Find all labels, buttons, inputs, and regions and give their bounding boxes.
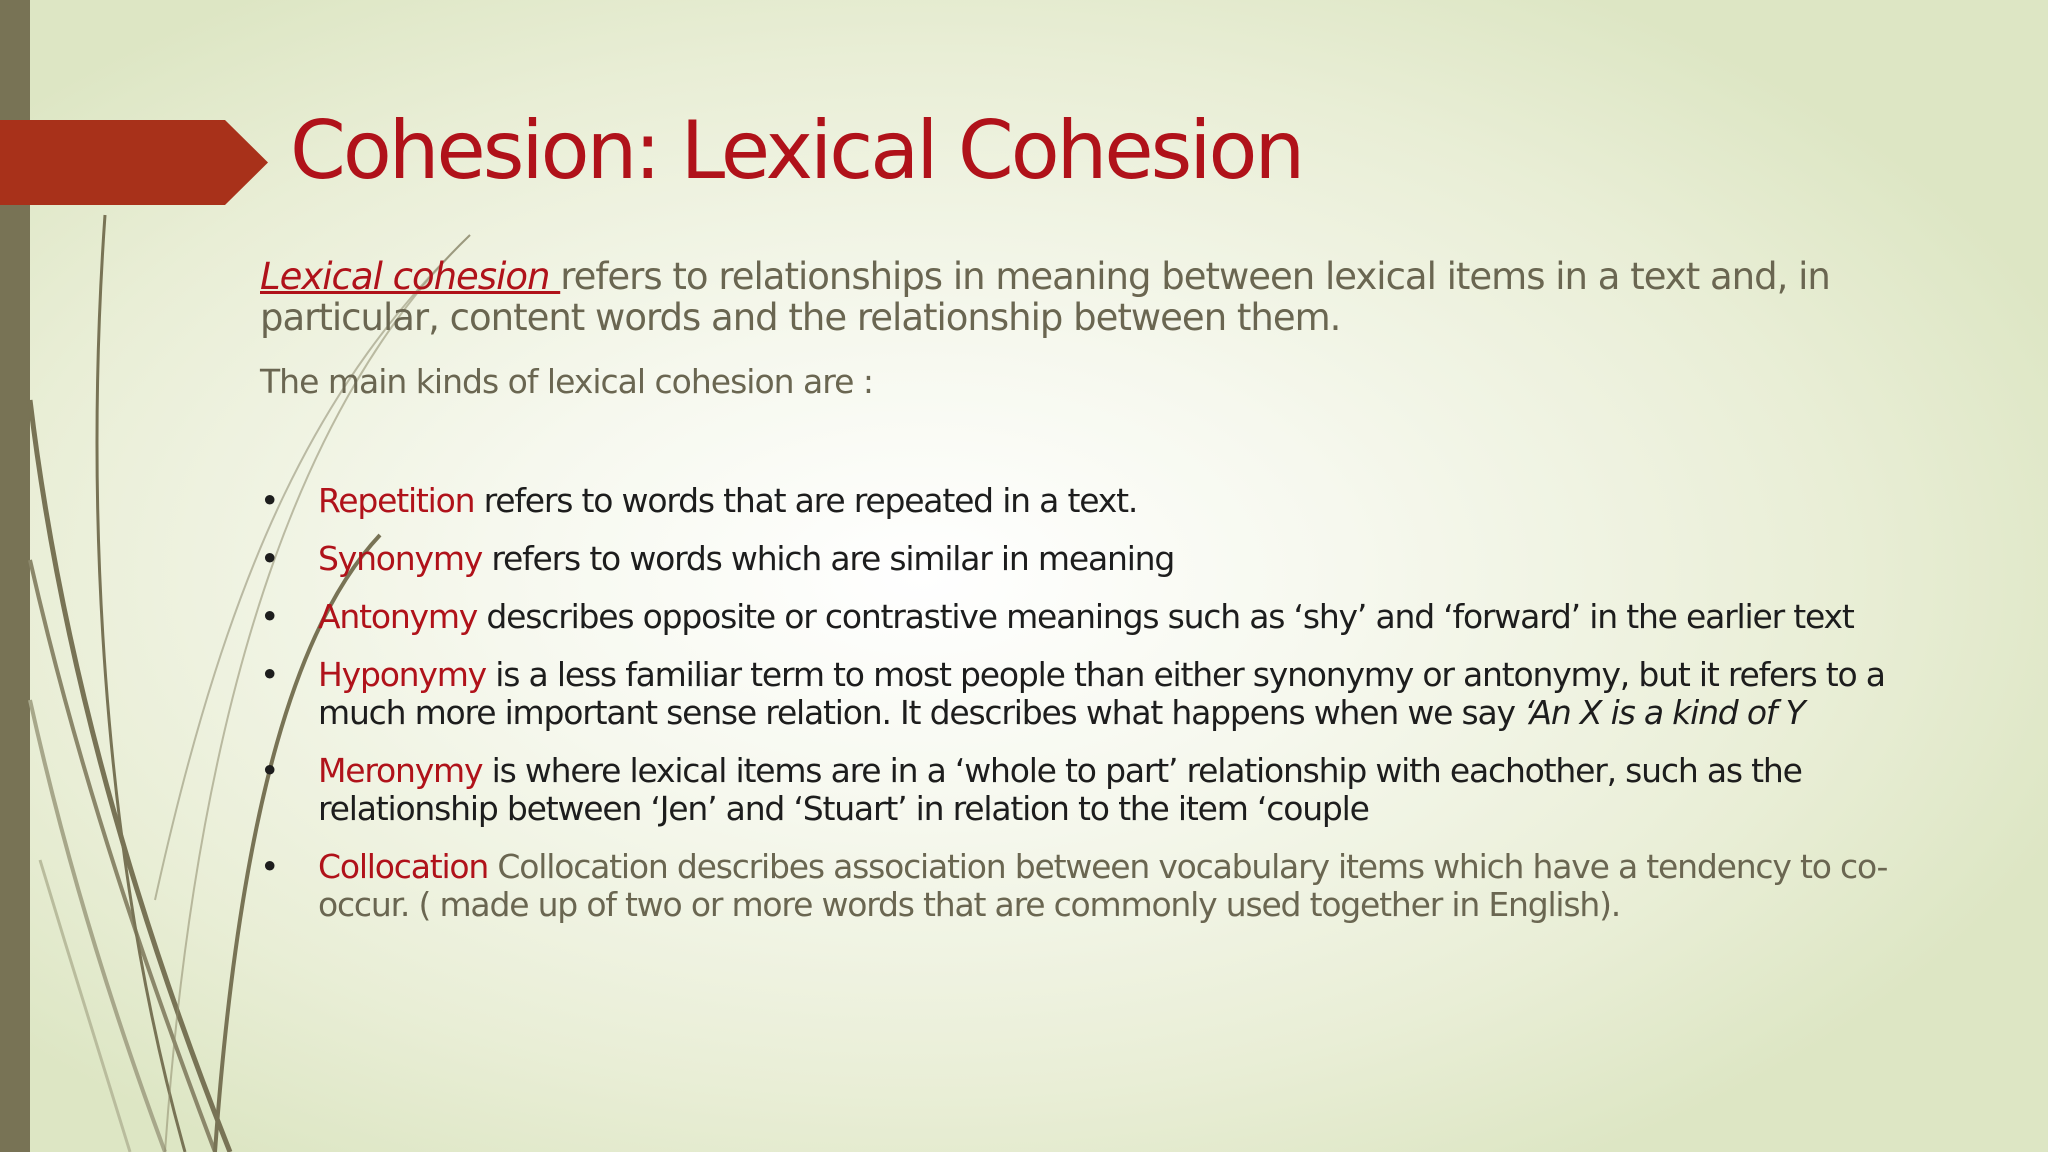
bullet-dot: • xyxy=(260,481,279,520)
bullet-text: Collocation describes association between vocabulary items which have a tendency to co-occur. ( made up of two or more words that are commonly used together in English). xyxy=(318,847,1888,924)
bullet-list xyxy=(260,482,1900,944)
intro-term: Lexical cohesion xyxy=(260,255,561,298)
bullet-dot: • xyxy=(260,597,279,636)
bullet-dot: • xyxy=(260,539,279,578)
bullet-keyword: Synonymy xyxy=(318,539,483,578)
bullet-item-meronymy xyxy=(260,752,1900,828)
bullet-text: is a less familiar term to most people than either synonymy or antonymy, but it refers to a much more important sense relation. It describes what happens when we say xyxy=(318,655,1885,732)
bullet-text: is where lexical items are in a ‘whole to part’ relationship with eachother, such as the relationship between ‘Jen’ and ‘Stuart’ in relation to the item ‘couple xyxy=(318,751,1802,828)
bullet-keyword: Repetition xyxy=(318,481,475,520)
bullet-keyword: Meronymy xyxy=(318,751,483,790)
bullet-item-repetition xyxy=(260,482,1900,520)
sub-intro: The main kinds of lexical cohesion are : xyxy=(260,362,874,401)
slide-title: Cohesion: Lexical Cohesion xyxy=(290,104,1303,197)
bullet-keyword: Antonymy xyxy=(318,597,478,636)
bullet-item-collocation xyxy=(260,848,1900,924)
bullet-item-antonymy xyxy=(260,598,1900,636)
bullet-text: describes opposite or contrastive meanings such as ‘shy’ and ‘forward’ in the earlier text xyxy=(477,597,1854,636)
bullet-dot: • xyxy=(260,751,279,790)
bullet-text: refers to words which are similar in meaning xyxy=(482,539,1175,578)
bullet-keyword: Collocation xyxy=(318,847,489,886)
bullet-dot: • xyxy=(260,847,279,886)
intro-paragraph xyxy=(260,256,1880,338)
intro-text: refers to relationships in meaning between lexical items in a text and, in particular, content words and the relationship between them. xyxy=(260,255,1830,339)
bullet-text: refers to words that are repeated in a text. xyxy=(474,481,1138,520)
bullet-emphasis: ‘An X is a kind of Y xyxy=(1524,693,1805,732)
bullet-item-hyponymy xyxy=(260,656,1900,732)
bullet-dot: • xyxy=(260,655,279,694)
title-arrow-banner xyxy=(0,120,270,205)
bullet-keyword: Hyponymy xyxy=(318,655,487,694)
bullet-item-synonymy xyxy=(260,540,1900,578)
